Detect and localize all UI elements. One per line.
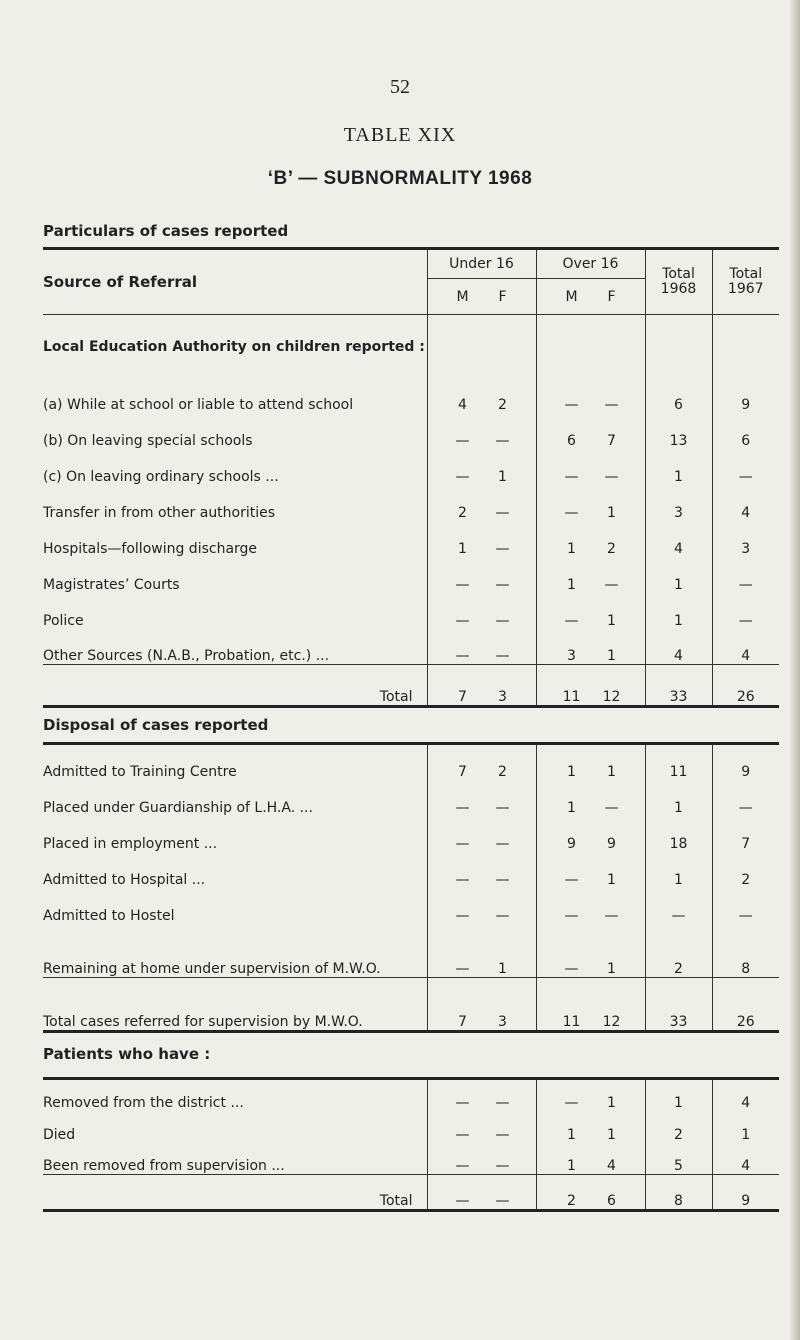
value-m: 7 <box>458 763 467 780</box>
value-pair <box>428 1095 536 1111</box>
table-row <box>43 816 779 852</box>
row-label: Died <box>43 1126 76 1143</box>
value-pair <box>428 433 536 449</box>
value-total-cell: 5 <box>645 1143 712 1175</box>
value-pair-cell <box>427 1143 536 1175</box>
value-total-cell: — <box>712 449 779 485</box>
table-row <box>43 359 779 413</box>
value-f: 1 <box>498 468 507 485</box>
value-f: 4 <box>607 1158 616 1174</box>
value-pair <box>537 872 645 888</box>
value-m: 7 <box>458 689 467 705</box>
value-total-cell: 13 <box>645 413 712 449</box>
value-m: — <box>564 1094 579 1111</box>
value-total-cell: — <box>645 888 712 924</box>
table-row <box>43 449 779 485</box>
value-pair-cell <box>536 888 645 924</box>
value-m: 11 <box>562 1014 581 1030</box>
row-label: Placed in employment ... <box>43 835 218 852</box>
value-total-cell: 3 <box>645 485 712 521</box>
value-total-cell: 1 <box>645 449 712 485</box>
row-label: (b) On leaving special schools <box>43 432 253 449</box>
value-pair-cell <box>427 978 536 1032</box>
value-pair-cell <box>536 557 645 593</box>
section-title-disposal: Disposal of cases reported <box>43 716 269 734</box>
table-row <box>43 593 779 629</box>
total-row <box>43 1175 779 1211</box>
table-row <box>43 744 779 780</box>
value-f: — <box>495 648 510 664</box>
value-total-cell: 1 <box>712 1111 779 1143</box>
table-row <box>43 521 779 557</box>
value-m: — <box>455 1158 470 1174</box>
value-pair <box>537 1193 645 1209</box>
table-title: TABLE XIX <box>343 124 457 146</box>
value-f: 7 <box>607 432 616 449</box>
value-pair <box>428 836 536 852</box>
value-f: — <box>495 432 510 449</box>
value-f: — <box>604 799 619 816</box>
value-pair-cell <box>536 449 645 485</box>
value-f: — <box>495 1158 510 1174</box>
value-pair-cell <box>536 665 645 707</box>
value-pair <box>537 1158 645 1174</box>
value-m: — <box>455 1126 470 1143</box>
value-m: — <box>564 612 579 629</box>
value-f: — <box>495 799 510 816</box>
empty-cell <box>712 315 779 359</box>
row-label: Admitted to Training Centre <box>43 763 237 780</box>
table-row <box>43 557 779 593</box>
value-total-cell: 18 <box>645 816 712 852</box>
value-m: 1 <box>567 1158 576 1174</box>
value-f: 1 <box>607 1126 616 1143</box>
total-row <box>43 978 779 1032</box>
value-total-cell: 1 <box>645 780 712 816</box>
row-label: Transfer in from other authorities <box>43 504 276 521</box>
value-f: — <box>604 396 619 413</box>
table-row <box>43 780 779 816</box>
value-m: 9 <box>567 835 576 852</box>
value-pair <box>537 397 645 413</box>
value-total-cell: 26 <box>712 978 779 1032</box>
value-f: — <box>495 1094 510 1111</box>
value-f: 1 <box>498 961 507 977</box>
table-row <box>43 1111 779 1143</box>
value-m: 7 <box>458 1014 467 1030</box>
value-total-cell: 2 <box>712 852 779 888</box>
value-pair-cell <box>536 1143 645 1175</box>
value-f: 3 <box>498 689 507 705</box>
value-total-cell: 26 <box>712 665 779 707</box>
value-pair <box>537 800 645 816</box>
value-f: 1 <box>607 961 616 977</box>
value-pair-cell <box>427 359 536 413</box>
value-f: 12 <box>602 1014 621 1030</box>
value-pair-cell <box>536 816 645 852</box>
page-edge-shadow <box>790 0 800 1340</box>
value-total-cell: — <box>712 557 779 593</box>
value-pair-cell <box>536 629 645 665</box>
value-f: — <box>495 835 510 852</box>
value-pair-cell <box>427 744 536 780</box>
header-total-1967: Total 1967 <box>712 249 779 315</box>
value-pair-cell <box>427 665 536 707</box>
value-pair <box>537 689 645 705</box>
value-pair-cell <box>427 888 536 924</box>
value-total-cell: 2 <box>645 1111 712 1143</box>
value-total-cell: 4 <box>712 485 779 521</box>
value-m: 6 <box>567 432 576 449</box>
header-under16-mf <box>427 279 536 315</box>
value-m: 11 <box>562 689 581 705</box>
value-pair <box>428 1158 536 1174</box>
value-pair-cell <box>427 629 536 665</box>
row-label: (c) On leaving ordinary schools ... <box>43 468 279 485</box>
value-f: 3 <box>498 1014 507 1030</box>
value-f: 9 <box>607 835 616 852</box>
value-m: — <box>564 907 579 924</box>
value-f: — <box>495 907 510 924</box>
row-label: Total <box>379 689 413 705</box>
header-source: Source of Referral <box>43 273 198 291</box>
value-f: 2 <box>498 763 507 780</box>
value-pair-cell <box>427 924 536 978</box>
value-pair <box>428 505 536 521</box>
value-total-cell: 6 <box>712 413 779 449</box>
value-pair <box>428 397 536 413</box>
value-total-cell: 4 <box>645 521 712 557</box>
value-f: — <box>495 576 510 593</box>
value-f: — <box>604 576 619 593</box>
value-m: — <box>455 576 470 593</box>
table-row <box>43 485 779 521</box>
value-total-cell: 8 <box>712 924 779 978</box>
row-label: Magistrates’ Courts <box>43 576 180 593</box>
value-f: 1 <box>607 1094 616 1111</box>
value-m: — <box>455 799 470 816</box>
value-f: — <box>604 907 619 924</box>
value-pair-cell <box>536 593 645 629</box>
value-total-cell: 8 <box>645 1175 712 1211</box>
value-pair <box>428 908 536 924</box>
value-m: 2 <box>567 1193 576 1209</box>
value-m: 1 <box>567 799 576 816</box>
value-pair <box>428 689 536 705</box>
row-label: (a) While at school or liable to attend school <box>43 396 354 413</box>
value-pair-cell <box>536 1111 645 1143</box>
value-pair <box>537 764 645 780</box>
value-f: — <box>495 1126 510 1143</box>
value-m: — <box>564 468 579 485</box>
header-over16-mf <box>536 279 645 315</box>
row-label: Hospitals—following discharge <box>43 540 258 557</box>
value-pair <box>537 836 645 852</box>
value-pair <box>428 1014 536 1030</box>
value-total-cell: 3 <box>712 521 779 557</box>
value-pair-cell <box>427 852 536 888</box>
value-m: — <box>455 907 470 924</box>
value-pair-cell <box>536 485 645 521</box>
section-title-particulars: Particulars of cases reported <box>43 222 289 240</box>
value-pair-cell <box>427 557 536 593</box>
value-pair <box>537 613 645 629</box>
value-pair-cell <box>536 521 645 557</box>
value-pair-cell <box>427 1111 536 1143</box>
value-pair-cell <box>536 359 645 413</box>
value-total-cell: 1 <box>645 852 712 888</box>
value-m: — <box>455 648 470 664</box>
table-row <box>43 1079 779 1111</box>
value-total-cell: — <box>712 888 779 924</box>
value-f: — <box>495 504 510 521</box>
value-pair-cell <box>536 744 645 780</box>
value-m: — <box>455 961 470 977</box>
value-pair-cell <box>427 593 536 629</box>
group-label: Local Education Authority on children reported : <box>43 338 425 355</box>
value-m: — <box>564 871 579 888</box>
value-total-cell: — <box>712 780 779 816</box>
value-m: — <box>564 504 579 521</box>
value-f: — <box>604 468 619 485</box>
page-number: 52 <box>390 76 410 98</box>
header-f: F <box>498 288 507 305</box>
value-pair-cell <box>536 780 645 816</box>
section-title-patients: Patients who have : <box>43 1045 211 1063</box>
patients-table <box>43 1077 779 1212</box>
value-pair <box>537 1095 645 1111</box>
value-f: 1 <box>607 871 616 888</box>
value-m: 1 <box>567 540 576 557</box>
table-row <box>43 413 779 449</box>
value-total-cell: 1 <box>645 593 712 629</box>
value-m: — <box>455 468 470 485</box>
value-f: 1 <box>607 504 616 521</box>
value-total-cell: 1 <box>645 557 712 593</box>
value-pair-cell <box>536 1175 645 1211</box>
value-pair <box>428 961 536 977</box>
value-f: 1 <box>607 612 616 629</box>
value-f: 2 <box>498 396 507 413</box>
value-m: 1 <box>567 1126 576 1143</box>
value-pair <box>428 469 536 485</box>
row-label: Placed under Guardianship of L.H.A. ... <box>43 799 313 816</box>
header-over16: Over 16 <box>536 249 645 279</box>
table-row <box>43 1143 779 1175</box>
row-label: Total <box>379 1193 413 1209</box>
total-row <box>43 665 779 707</box>
value-total-cell: 4 <box>645 629 712 665</box>
value-total-cell: 4 <box>712 1079 779 1111</box>
row-label: Been removed from supervision ... <box>43 1158 285 1174</box>
value-m: — <box>455 871 470 888</box>
value-pair-cell <box>536 413 645 449</box>
value-total-cell: 9 <box>712 1175 779 1211</box>
value-f: 12 <box>602 689 621 705</box>
value-pair <box>537 1014 645 1030</box>
value-m: — <box>564 961 579 977</box>
row-label: Other Sources (N.A.B., Probation, etc.) ... <box>43 648 330 664</box>
value-pair <box>537 433 645 449</box>
row-label: Admitted to Hospital ... <box>43 871 206 888</box>
header-m: M <box>565 288 578 305</box>
value-pair <box>537 577 645 593</box>
table-row <box>43 629 779 665</box>
empty-cell <box>427 315 536 359</box>
value-total-cell: 33 <box>645 665 712 707</box>
value-m: 3 <box>567 648 576 664</box>
value-f: 1 <box>607 763 616 780</box>
value-pair <box>428 764 536 780</box>
value-m: — <box>564 396 579 413</box>
value-pair-cell <box>427 521 536 557</box>
value-pair <box>428 648 536 664</box>
value-m: — <box>455 1193 470 1209</box>
value-pair-cell <box>536 978 645 1032</box>
value-pair <box>537 541 645 557</box>
value-m: — <box>455 612 470 629</box>
value-pair-cell <box>427 780 536 816</box>
value-pair-cell <box>427 413 536 449</box>
value-total-cell: 33 <box>645 978 712 1032</box>
value-pair <box>428 872 536 888</box>
value-pair-cell <box>427 449 536 485</box>
value-pair <box>537 648 645 664</box>
particulars-table <box>43 247 779 708</box>
value-pair-cell <box>427 485 536 521</box>
value-total-cell: 7 <box>712 816 779 852</box>
value-f: — <box>495 871 510 888</box>
empty-cell <box>536 315 645 359</box>
value-pair-cell <box>427 1079 536 1111</box>
value-m: — <box>455 835 470 852</box>
value-total-cell: — <box>712 593 779 629</box>
value-total-cell: 11 <box>645 744 712 780</box>
value-f: — <box>495 540 510 557</box>
value-m: — <box>455 432 470 449</box>
value-m: 1 <box>458 540 467 557</box>
value-pair-cell <box>427 816 536 852</box>
value-f: — <box>495 612 510 629</box>
table-row <box>43 924 779 978</box>
value-total-cell: 9 <box>712 359 779 413</box>
header-m: M <box>456 288 469 305</box>
value-total-cell: 4 <box>712 629 779 665</box>
row-label: Police <box>43 612 84 629</box>
value-total-cell: 6 <box>645 359 712 413</box>
value-pair-cell <box>536 1079 645 1111</box>
value-pair <box>428 800 536 816</box>
value-pair <box>428 577 536 593</box>
value-pair <box>537 469 645 485</box>
value-f: 2 <box>607 540 616 557</box>
value-pair <box>537 1127 645 1143</box>
value-pair <box>428 1127 536 1143</box>
value-f: 6 <box>607 1193 616 1209</box>
row-label: Total cases referred for supervision by M.W.O. <box>43 1014 363 1030</box>
row-label: Remaining at home under supervision of M.W.O. <box>43 961 381 977</box>
value-f: — <box>495 1193 510 1209</box>
value-m: 1 <box>567 576 576 593</box>
value-total-cell: 4 <box>712 1143 779 1175</box>
table-row <box>43 852 779 888</box>
value-total-cell: 1 <box>645 1079 712 1111</box>
empty-cell <box>645 315 712 359</box>
row-label: Removed from the district ... <box>43 1094 244 1111</box>
value-f: 1 <box>607 648 616 664</box>
value-pair-cell <box>536 924 645 978</box>
disposal-table <box>43 742 779 1033</box>
value-pair-cell <box>536 852 645 888</box>
value-total-cell: 2 <box>645 924 712 978</box>
header-f: F <box>607 288 616 305</box>
value-pair <box>537 961 645 977</box>
value-pair <box>537 908 645 924</box>
value-m: 1 <box>567 763 576 780</box>
value-pair <box>428 1193 536 1209</box>
value-pair <box>428 541 536 557</box>
group-row <box>43 315 779 359</box>
value-pair <box>537 505 645 521</box>
header-total-1968: Total 1968 <box>645 249 712 315</box>
value-pair-cell <box>427 1175 536 1211</box>
row-label: Admitted to Hostel <box>43 907 175 924</box>
table-row <box>43 888 779 924</box>
header-under16: Under 16 <box>427 249 536 279</box>
value-m: 2 <box>458 504 467 521</box>
value-total-cell: 9 <box>712 744 779 780</box>
table-subtitle: ‘B’ — SUBNORMALITY 1968 <box>267 168 533 189</box>
value-m: — <box>455 1094 470 1111</box>
value-pair <box>428 613 536 629</box>
value-m: 4 <box>458 396 467 413</box>
